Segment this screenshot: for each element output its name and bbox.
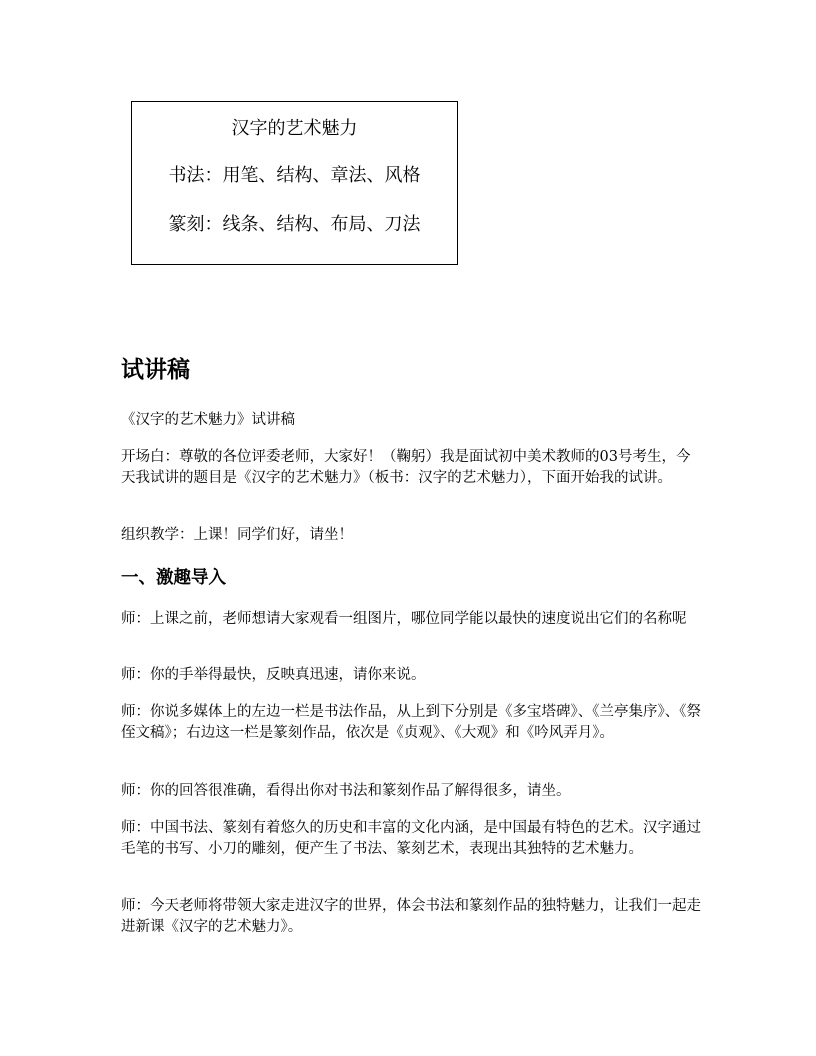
blackboard-outline-box <box>131 101 458 265</box>
board-calligraphy-line: 书法：用笔、结构、章法、风格 <box>168 165 421 186</box>
board-seal-carving-line: 篆刻：线条、结构、布局、刀法 <box>168 214 421 235</box>
body-paragraph: 师：你说多媒体上的左边一栏是书法作品，从上到下分别是《多宝塔碑》、《兰亭集序》、《祭侄文稿》；右边这一栏是篆刻作品，依次是《贞观》、《大观》和《吟风弄月》。 <box>121 704 701 741</box>
body-paragraph: 师：今天老师将带领大家走进汉字的世界，体会书法和篆刻作品的独特魅力，让我们一起走进新课《汉字的艺术魅力》。 <box>121 898 701 935</box>
body-paragraph: 师：上课之前，老师想请大家观看一组图片，哪位同学能以最快的速度说出它们的名称呢 <box>121 611 687 627</box>
body-paragraph: 师：你的手举得最快，反映真迅速，请你来说。 <box>121 667 426 683</box>
board-title: 汉字的艺术魅力 <box>231 118 358 139</box>
section-heading-intro: 一、激趣导入 <box>121 568 226 588</box>
organize-teaching-paragraph: 组织教学：上课！同学们好，请坐！ <box>121 527 353 543</box>
document-title: 试讲稿 <box>121 357 190 383</box>
document-subtitle: 《汉字的艺术魅力》试讲稿 <box>121 412 295 428</box>
body-paragraph: 师：你的回答很准确，看得出你对书法和篆刻作品了解得很多，请坐。 <box>121 783 571 799</box>
opening-paragraph: 开场白：尊敬的各位评委老师，大家好！（鞠躬）我是面试初中美术教师的03号考生，今天我试讲的题目是《汉字的艺术魅力》（板书：汉字的艺术魅力），下面开始我的试讲。 <box>121 449 691 486</box>
body-paragraph: 师：中国书法、篆刻有着悠久的历史和丰富的文化内涵，是中国最有特色的艺术。汉字通过毛笔的书写、小刀的雕刻，便产生了书法、篆刻艺术，表现出其独特的艺术魅力。 <box>121 820 701 857</box>
